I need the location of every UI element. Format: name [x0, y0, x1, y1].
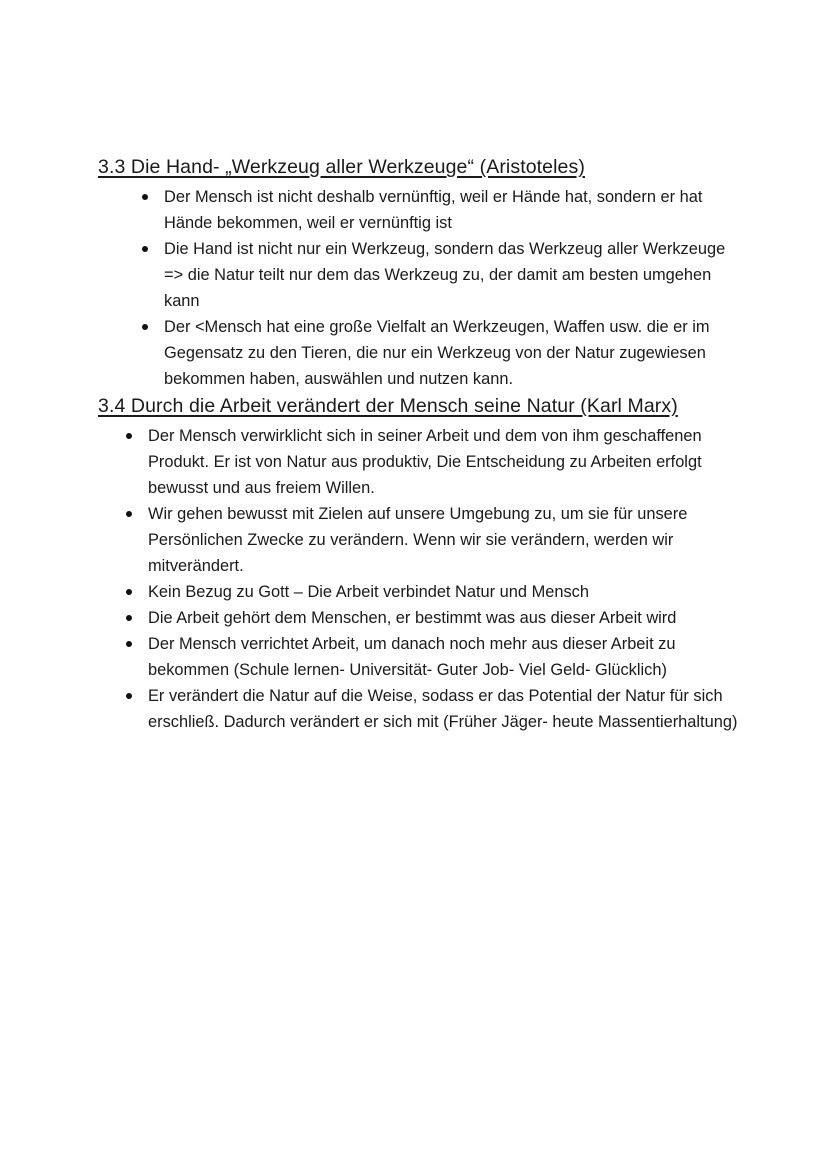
list-item-text: Wir gehen bewusst mit Zielen auf unsere Umgebung zu, um sie für unsere Persönlichen Zwecke zu verändern. Wenn wir sie verändern, werden wir mitverändert.: [148, 505, 688, 575]
bullet-icon: [126, 589, 132, 595]
bullet-icon: [126, 433, 132, 439]
bullet-icon: [142, 194, 148, 200]
list-item-text: Der <Mensch hat eine große Vielfalt an Werkzeugen, Waffen usw. die er im Gegensatz zu den Tieren, die nur ein Werkzeug von der Natur zugewiesen bekommen haben, auswählen und nutzen kann.: [164, 318, 710, 388]
bullet-icon: [142, 324, 148, 330]
list-item-text: Der Mensch verrichtet Arbeit, um danach noch mehr aus dieser Arbeit zu bekommen (Schule lernen- Universität- Guter Job- Viel Geld- Glücklich): [148, 635, 676, 679]
bullet-list: [148, 423, 738, 735]
list-item-text: Er verändert die Natur auf die Weise, sodass er das Potential der Natur für sich erschließ. Dadurch verändert er sich mit (Früher Jäger- heute Massentierhaltung): [148, 687, 738, 731]
list-item: [164, 236, 739, 314]
section-heading: 3.3 Die Hand- „Werkzeug aller Werkzeuge“ (Aristoteles): [98, 156, 585, 178]
list-item: [148, 631, 738, 683]
bullet-icon: [126, 693, 132, 699]
section-heading: 3.4 Durch die Arbeit verändert der Mensch seine Natur (Karl Marx): [98, 395, 678, 417]
list-item-text: Der Mensch verwirklicht sich in seiner Arbeit und dem von ihm geschaffenen Produkt. Er ist von Natur aus produktiv, Die Entscheidung zu Arbeiten erfolgt bewusst und aus freiem Willen.: [148, 427, 702, 497]
bullet-icon: [142, 246, 148, 252]
list-item-text: Der Mensch ist nicht deshalb vernünftig, weil er Hände hat, sondern er hat Hände bekommen, weil er vernünftig ist: [164, 188, 703, 232]
list-item: [148, 423, 738, 501]
list-item-text: Die Hand ist nicht nur ein Werkzeug, sondern das Werkzeug aller Werkzeuge => die Natur teilt nur dem das Werkzeug zu, der damit am besten umgehen kann: [164, 240, 726, 310]
bullet-list: [164, 184, 739, 392]
list-item: [164, 184, 739, 236]
list-item-text: Kein Bezug zu Gott – Die Arbeit verbindet Natur und Mensch: [148, 583, 589, 601]
list-item-text: Die Arbeit gehört dem Menschen, er bestimmt was aus dieser Arbeit wird: [148, 609, 677, 627]
list-item: [148, 605, 738, 631]
bullet-icon: [126, 641, 132, 647]
list-item: [164, 314, 739, 392]
list-item: [148, 501, 738, 579]
list-item: [148, 579, 738, 605]
bullet-icon: [126, 615, 132, 621]
bullet-icon: [126, 511, 132, 517]
list-item: [148, 683, 738, 735]
